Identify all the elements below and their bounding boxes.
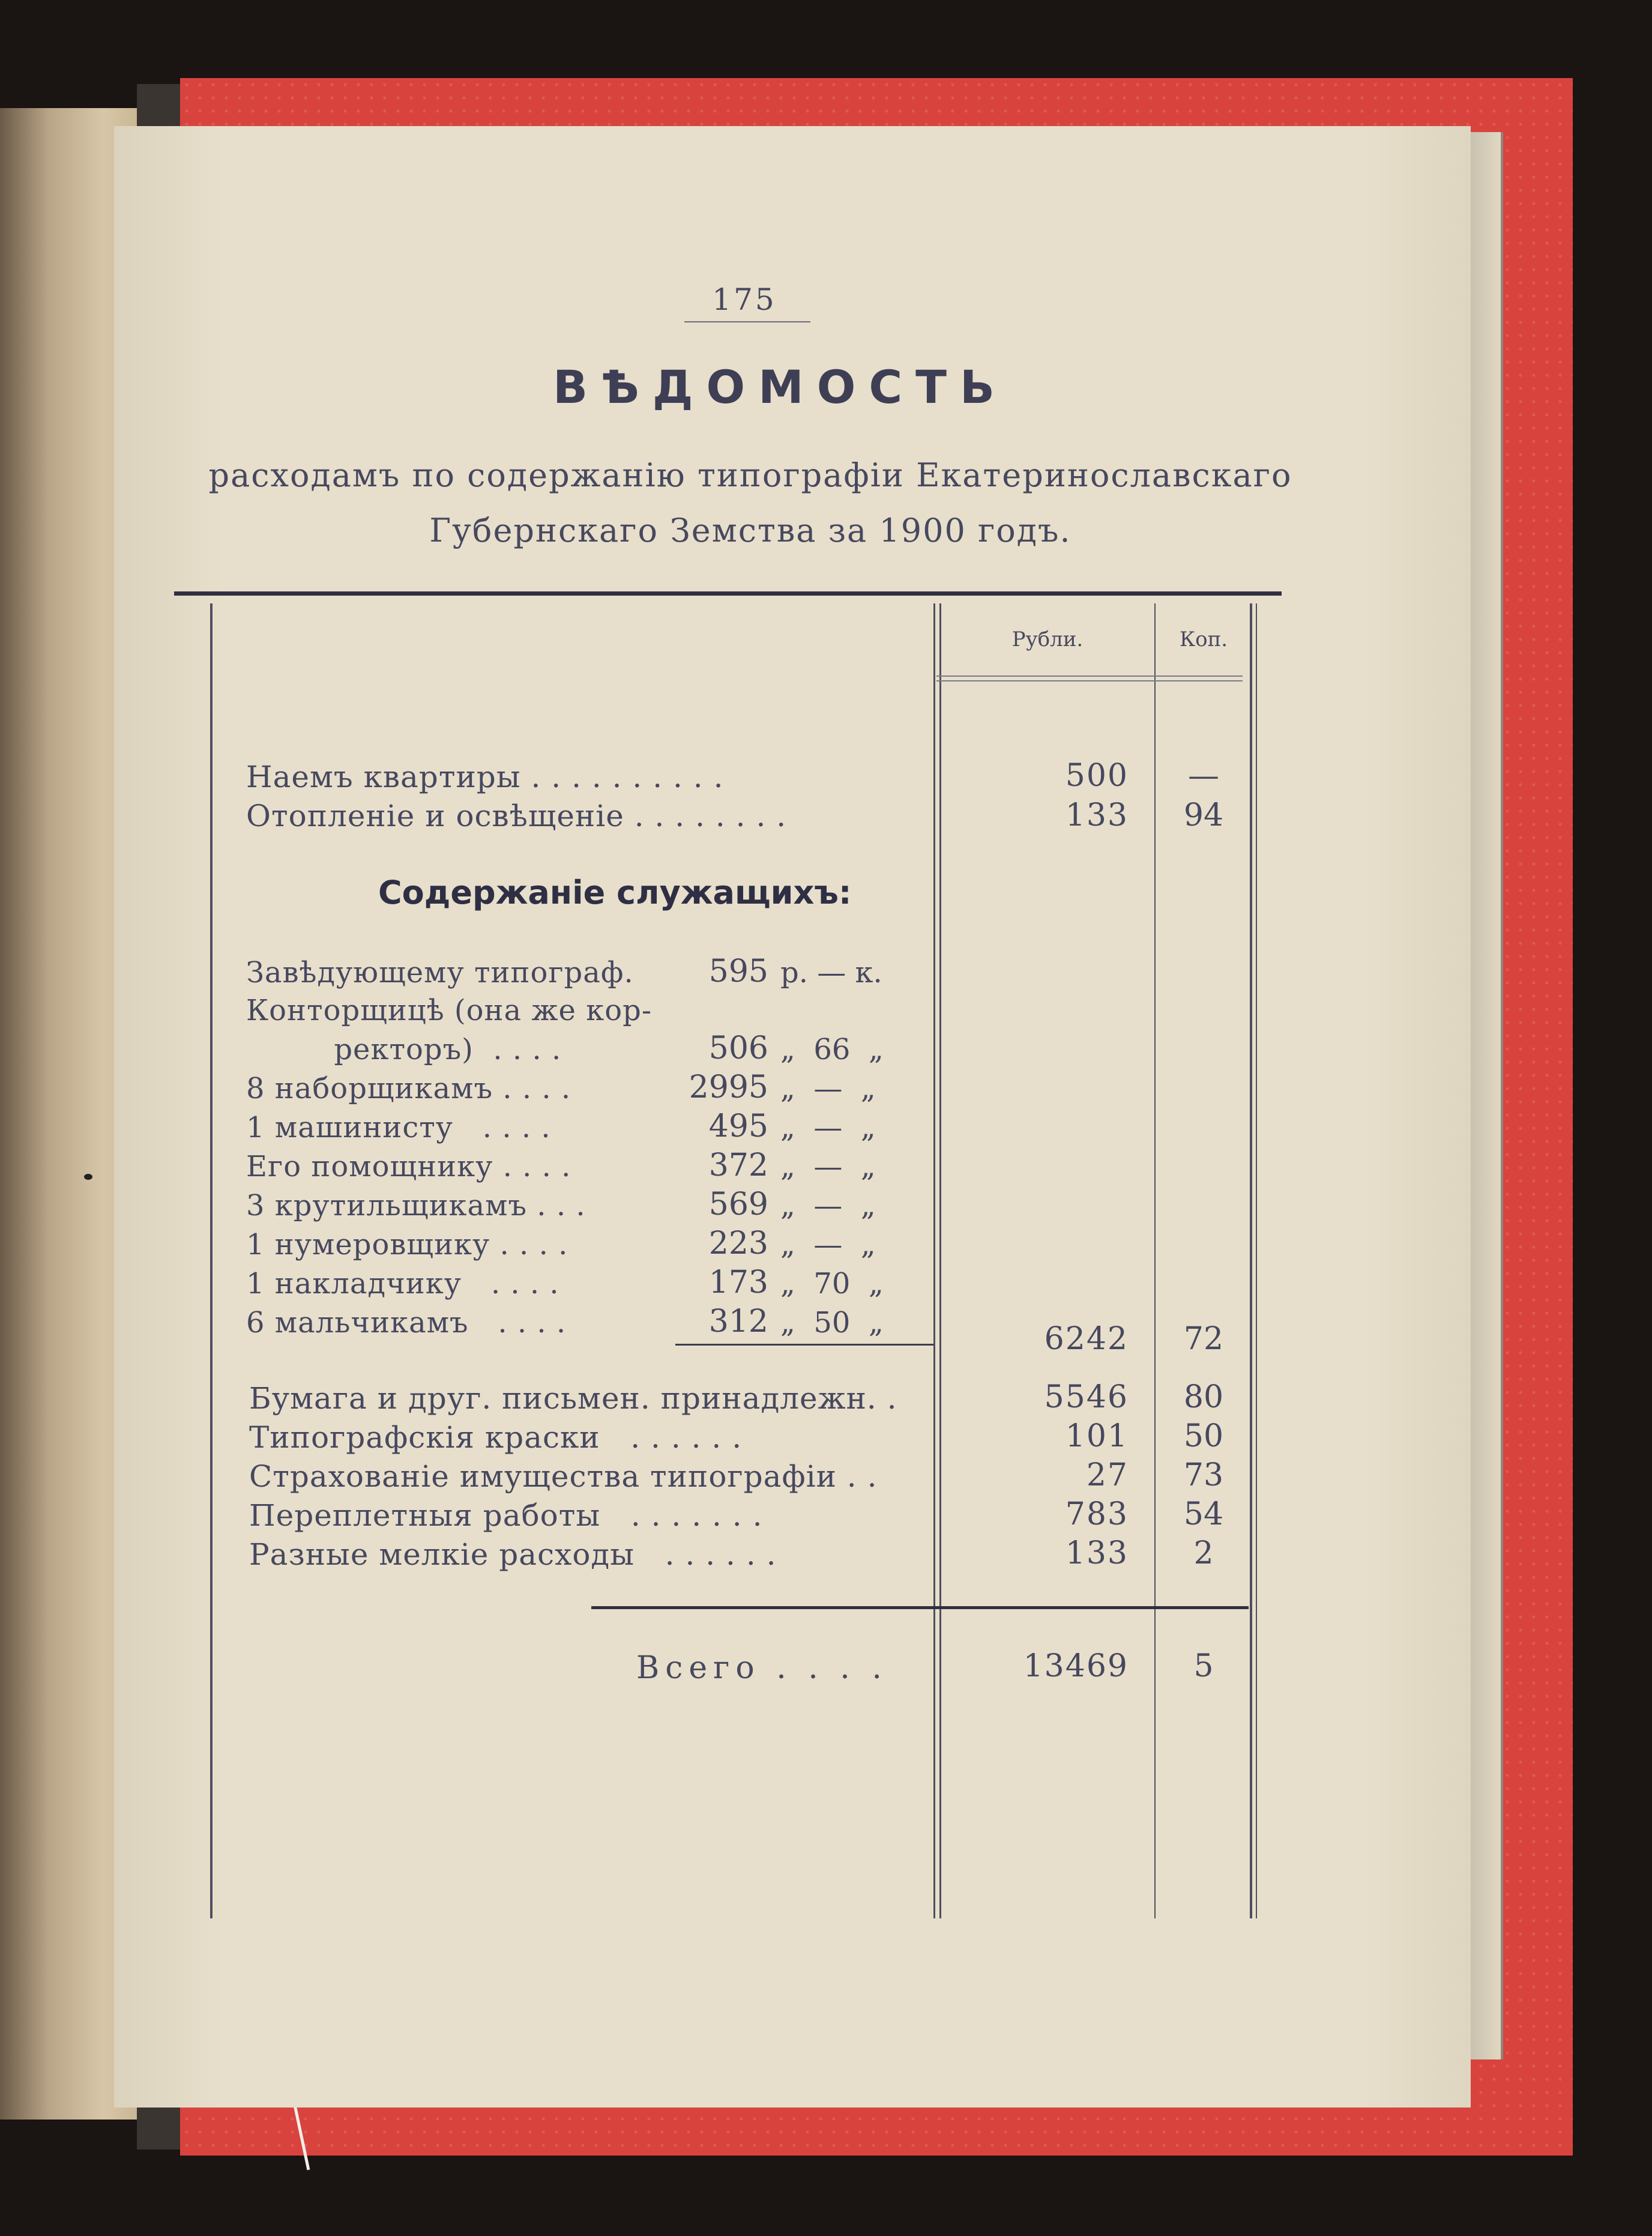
document-title: ВѢДОМОСТЬ — [553, 360, 1008, 414]
page-number: 175 — [712, 282, 777, 317]
item-label-heating: Отопленіе и освѣщеніе . . . . . . . . — [246, 799, 787, 833]
header-bottom-rule-2 — [936, 680, 1243, 681]
rubles-column-left-border-2 — [939, 603, 941, 1918]
rubles-column-left-border — [933, 603, 935, 1918]
staff-name: ректоръ) . . . . — [246, 1033, 562, 1066]
total-rule — [591, 1606, 1249, 1609]
staff-subtotal-rule — [675, 1344, 933, 1346]
total-rubles: 13469 — [1023, 1648, 1129, 1684]
table-top-rule — [174, 591, 1282, 596]
staff-amount: 595 — [708, 953, 768, 990]
staff-name: 1 машинисту . . . . — [246, 1111, 551, 1144]
staff-total-kopecks: 72 — [1183, 1321, 1224, 1357]
item-label-misc: Разные мелкіе расходы . . . . . . — [249, 1537, 777, 1572]
header-bottom-rule — [936, 675, 1243, 677]
staff-section-heading: Содержаніе служащихъ: — [378, 874, 852, 911]
item-kopecks-paper: 80 — [1183, 1379, 1224, 1415]
staff-units: „ — „ — [780, 1189, 876, 1222]
table-right-border — [1250, 603, 1252, 1918]
staff-units: „ — „ — [780, 1072, 876, 1105]
item-kopecks-insurance: 73 — [1183, 1457, 1224, 1493]
rubles-column-header: Рубли. — [1011, 627, 1084, 651]
staff-name: 1 накладчику . . . . — [246, 1267, 559, 1301]
staff-name: 6 мальчикамъ . . . . — [246, 1306, 567, 1340]
item-rubles-inks: 101 — [1065, 1418, 1129, 1454]
staff-name: Конторщицѣ (она же кор- — [246, 994, 653, 1027]
staff-name: 8 наборщикамъ . . . . — [246, 1072, 571, 1105]
total-kopecks: 5 — [1193, 1648, 1214, 1684]
staff-units: р. — к. — [780, 956, 882, 990]
staff-amount: 495 — [708, 1108, 768, 1144]
item-rubles-misc: 133 — [1065, 1535, 1129, 1571]
page-number-underline — [684, 321, 810, 322]
staff-units: „ 66 „ — [780, 1033, 884, 1066]
table-right-border-2 — [1256, 603, 1257, 1918]
item-label-insurance: Страхованіе имущества типографіи . . — [249, 1459, 878, 1494]
item-label-inks: Типографскія краски . . . . . . — [249, 1420, 743, 1455]
staff-amount: 2995 — [689, 1069, 768, 1105]
staff-amount: 173 — [708, 1265, 768, 1301]
staff-units: „ — „ — [780, 1150, 876, 1183]
staff-name: 1 нумеровщику . . . . — [246, 1228, 568, 1262]
item-rubles-binding: 783 — [1065, 1496, 1129, 1532]
staff-units: „ 50 „ — [780, 1306, 884, 1340]
staff-amount: 569 — [708, 1186, 768, 1222]
item-label-paper: Бумага и друг. письмен. принадлежн. . — [249, 1381, 897, 1416]
subtitle-line-1: расходамъ по содержанію типографіи Екатеринославскаго — [208, 456, 1292, 494]
subtitle-line-2: Губернскаго Земства за 1900 годъ. — [429, 512, 1072, 549]
item-kopecks-rent: — — [1188, 758, 1219, 794]
staff-units: „ 70 „ — [780, 1267, 884, 1301]
staff-units: „ — „ — [780, 1111, 876, 1144]
staff-amount: 223 — [708, 1225, 768, 1262]
item-kopecks-binding: 54 — [1183, 1496, 1224, 1532]
staff-amount: 506 — [708, 1030, 768, 1066]
item-label-binding: Переплетныя работы . . . . . . . — [249, 1498, 763, 1533]
table-left-border — [210, 603, 213, 1918]
ink-fleck — [84, 1174, 92, 1180]
staff-name: 3 крутильщикамъ . . . — [246, 1189, 586, 1222]
total-label: Всего . . . . — [636, 1650, 888, 1686]
kopecks-column-header: Коп. — [1179, 627, 1228, 651]
staff-amount: 372 — [708, 1147, 768, 1183]
kopecks-column-left-border — [1154, 603, 1156, 1918]
item-kopecks-heating: 94 — [1183, 797, 1224, 833]
staff-units: „ — „ — [780, 1228, 876, 1262]
staff-total-rubles: 6242 — [1044, 1321, 1129, 1357]
item-label-rent: Наемъ квартиры . . . . . . . . . . — [246, 760, 724, 794]
item-kopecks-inks: 50 — [1183, 1418, 1224, 1454]
item-kopecks-misc: 2 — [1193, 1535, 1214, 1571]
item-rubles-insurance: 27 — [1086, 1457, 1129, 1493]
item-rubles-paper: 5546 — [1044, 1379, 1129, 1415]
staff-amount: 312 — [708, 1304, 768, 1340]
item-rubles-heating: 133 — [1065, 797, 1129, 833]
item-rubles-rent: 500 — [1065, 758, 1129, 794]
staff-name: Завѣдующему типограф. — [246, 956, 634, 990]
staff-name: Его помощнику . . . . — [246, 1150, 571, 1183]
